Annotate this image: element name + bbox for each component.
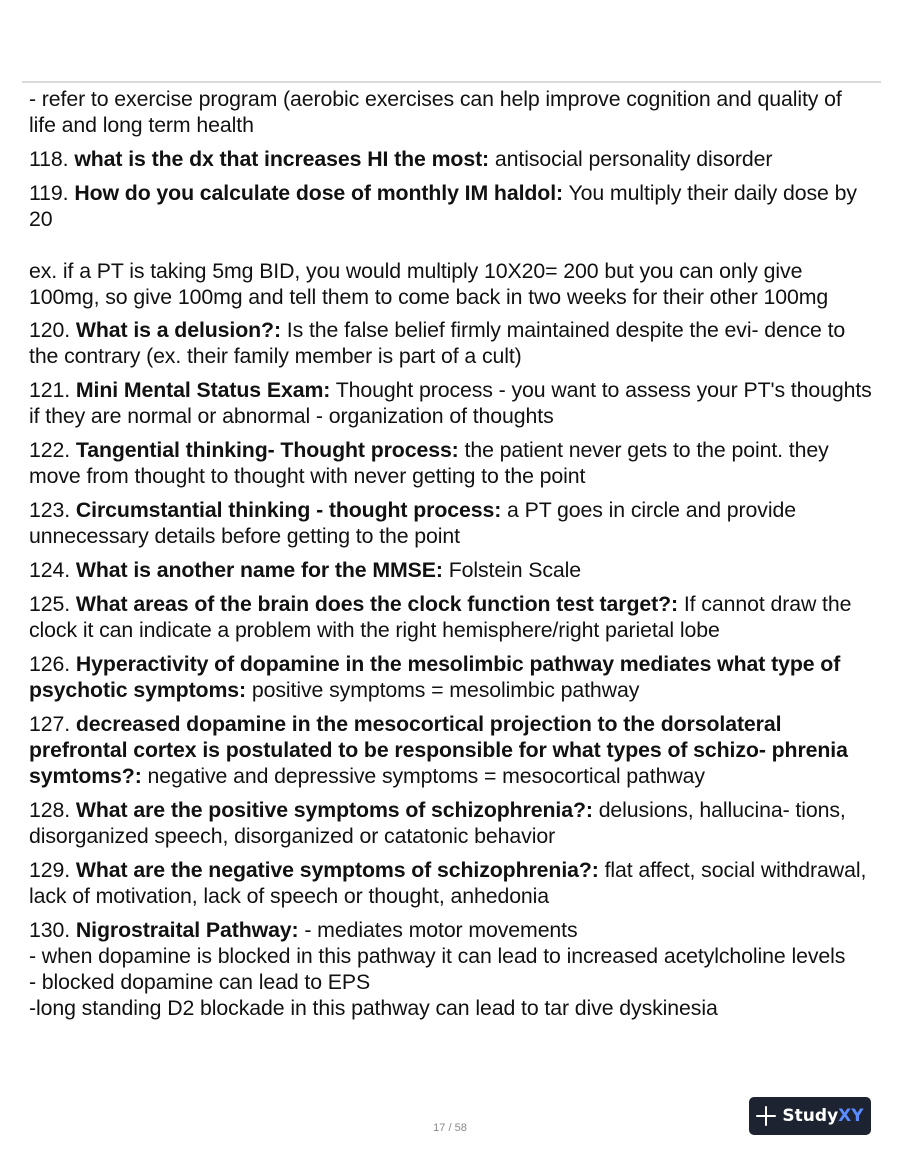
- studyxy-badge[interactable]: [749, 1097, 871, 1135]
- plus-icon: [756, 1106, 776, 1126]
- answer: Is the false belief firmly maintained despite the evi- dence to the contrary (ex. their family member is part of a cult): [29, 318, 846, 368]
- answer: positive symptoms = mesolimbic pathway: [251, 678, 640, 702]
- answer: - mediates motor movements: [304, 918, 578, 942]
- qa-item: [29, 857, 874, 909]
- question: How do you calculate dose of monthly IM haldol:: [74, 181, 564, 205]
- item-number: 123.: [29, 498, 71, 522]
- item-number: 126.: [29, 652, 71, 676]
- qa-item: [29, 651, 874, 703]
- qa-item: [29, 317, 874, 369]
- question: what is the dx that increases HI the most:: [74, 147, 490, 171]
- item-number: 120.: [29, 318, 71, 342]
- brand-logo: StudyXY: [782, 1106, 864, 1126]
- qa-item: [29, 437, 874, 489]
- item-number: 118.: [29, 147, 69, 171]
- item-number: 130.: [29, 918, 71, 942]
- question: What are the negative symptoms of schizophrenia?:: [75, 858, 599, 882]
- answer: If cannot draw the clock it can indicate a problem with the right hemisphere/right parietal lobe: [29, 592, 852, 642]
- qa-item: [29, 797, 874, 849]
- item-number: 125.: [29, 592, 71, 616]
- qa-item: [29, 591, 874, 643]
- item-number: 121.: [29, 378, 71, 402]
- answer: flat affect, social withdrawal, lack of motivation, lack of speech or thought, anhedonia: [29, 858, 867, 908]
- qa-item: [29, 711, 874, 789]
- answer: a PT goes in circle and provide unnecessary details before getting to the point: [29, 498, 796, 548]
- pathway-note: - when dopamine is blocked in this pathway it can lead to increased acetylcholine levels: [29, 944, 846, 968]
- question: Tangential thinking- Thought process:: [75, 438, 459, 462]
- item-number: 122.: [29, 438, 71, 462]
- answer: You multiply their daily dose by 20: [29, 181, 857, 231]
- qa-item: [29, 180, 874, 310]
- dose-example: ex. if a PT is taking 5mg BID, you would multiply 10X20= 200 but you can only give 100mg, so give 100mg and tell them to come back in two weeks for their other 100mg: [29, 259, 829, 309]
- question: What is another name for the MMSE:: [75, 558, 443, 582]
- page-number: 17 / 58: [433, 1122, 467, 1134]
- item-number: 124.: [29, 558, 71, 582]
- answer: Folstein Scale: [448, 558, 582, 582]
- item-number: 129.: [29, 858, 71, 882]
- question: What are the positive symptoms of schizophrenia?:: [75, 798, 593, 822]
- answer: negative and depressive symptoms = mesocortical pathway: [147, 764, 705, 788]
- answer: the patient never gets to the point. they move from thought to thought with never getting to the point: [29, 438, 829, 488]
- question: Nigrostraital Pathway:: [75, 918, 299, 942]
- pathway-note: -long standing D2 blockade in this pathway can lead to tar dive dyskinesia: [29, 996, 718, 1020]
- question: Hyperactivity of dopamine in the mesolimbic pathway mediates what type of psychotic symptoms:: [29, 652, 841, 702]
- answer: Thought process - you want to assess your PT's thoughts if they are normal or abnormal - organization of thoughts: [29, 378, 872, 428]
- answer: antisocial personality disorder: [494, 147, 773, 171]
- qa-item: [29, 557, 874, 583]
- pathway-note: - blocked dopamine can lead to EPS: [29, 970, 371, 994]
- top-divider: [22, 81, 881, 83]
- intro-text: - refer to exercise program (aerobic exercises can help improve cognition and quality of life and long term health: [29, 87, 842, 137]
- item-number: 128.: [29, 798, 71, 822]
- qa-item: [29, 917, 874, 1021]
- page-content: [29, 86, 874, 1029]
- item-number: 119.: [29, 181, 69, 205]
- qa-item: [29, 377, 874, 429]
- item-number: 127.: [29, 712, 71, 736]
- blank-line: [29, 232, 874, 258]
- question: What is a delusion?:: [75, 318, 281, 342]
- question: decreased dopamine in the mesocortical projection to the dorsolateral prefrontal cortex is postulated to be responsible for what types of schizo- phrenia symtoms?:: [29, 712, 848, 788]
- qa-item: [29, 497, 874, 549]
- question: Mini Mental Status Exam:: [75, 378, 331, 402]
- question: Circumstantial thinking - thought process:: [75, 498, 502, 522]
- qa-item: [29, 146, 874, 172]
- answer: delusions, hallucina- tions, disorganized speech, disorganized or catatonic behavior: [29, 798, 846, 848]
- question: What areas of the brain does the clock function test target?:: [75, 592, 679, 616]
